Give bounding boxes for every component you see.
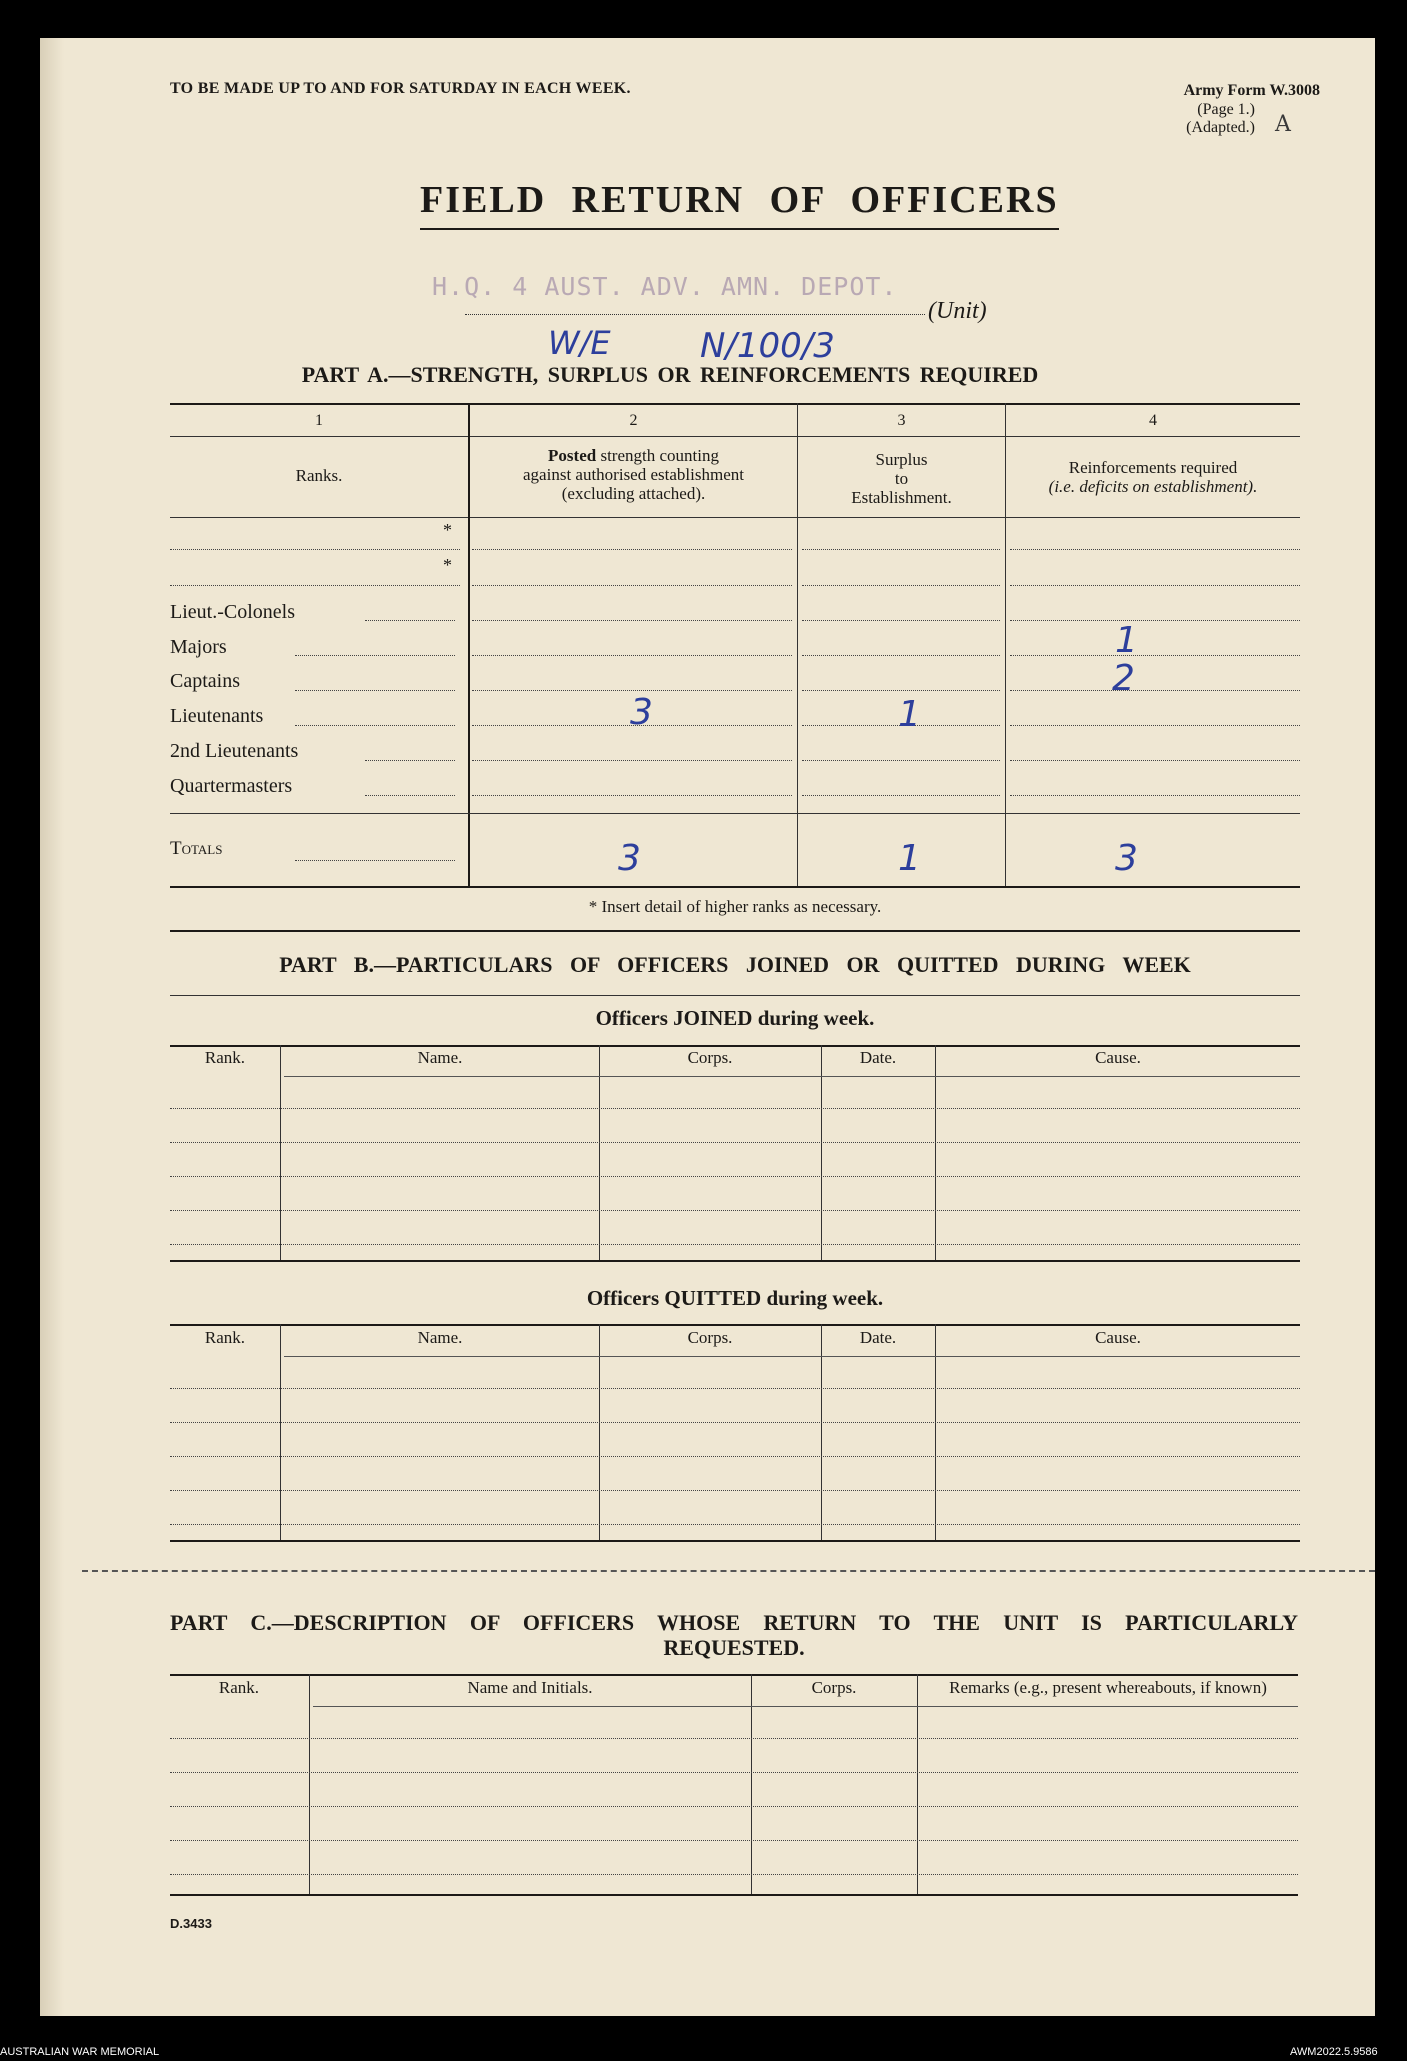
dotted-line: [472, 585, 792, 586]
rank-label: Majors: [170, 636, 227, 658]
surplus-text-3: Establishment.: [851, 488, 952, 507]
total-reinforcements: 3: [1115, 838, 1138, 879]
dotted-line: [1010, 795, 1300, 796]
header-bottom-rule: [170, 517, 468, 518]
dotted-line: [170, 1176, 1300, 1177]
part-c-col-divider: [309, 1674, 310, 1894]
dotted-line: [170, 1840, 1298, 1841]
reinf-text-1: Reinforcements required: [1068, 458, 1238, 477]
posted-text-2: against authorised establishment: [523, 465, 744, 484]
part-a-top-rule: [170, 403, 1300, 405]
col-number: 3: [897, 412, 906, 429]
dotted-line: [1010, 585, 1300, 586]
dotted-line: [1010, 690, 1300, 691]
unit-label: (Unit): [928, 298, 987, 324]
star-marker: *: [443, 520, 452, 540]
rank-label: 2nd Lieutenants: [170, 740, 299, 762]
dotted-line: [170, 1244, 1300, 1245]
quitted-col-rank: Rank.: [204, 1328, 246, 1347]
form-page-info: [1120, 101, 1255, 137]
rank-label: Lieutenants: [170, 705, 264, 727]
quitted-col-cause: Cause.: [1095, 1328, 1141, 1347]
posted-text-3: (excluding attached).: [561, 484, 706, 503]
dot-leader: [365, 760, 455, 761]
quitted-header-rule: [284, 1356, 1300, 1357]
archive-reference: AWM2022.5.9586: [1290, 2046, 1378, 2058]
dotted-line: [170, 1806, 1298, 1807]
quitted-col-name: Name.: [417, 1328, 463, 1347]
dotted-line: [170, 1490, 1300, 1491]
unit-field-line: [465, 314, 925, 315]
joined-col-rank: Rank.: [204, 1048, 246, 1067]
part-b-heading: PART B.—PARTICULARS OF OFFICERS JOINED OR QUITTED DURING WEEK: [279, 952, 1191, 977]
quitted-table-top: [170, 1324, 1300, 1326]
joined-col-cause: Cause.: [1095, 1048, 1141, 1067]
part-c-table-top: [170, 1674, 1298, 1676]
posted-text-1: strength counting: [600, 446, 719, 465]
dotted-line: [472, 760, 792, 761]
dotted-line: [1010, 655, 1300, 656]
col-number: 2: [629, 412, 638, 429]
dotted-line: [802, 690, 1000, 691]
lieutenants-surplus: 1: [898, 694, 921, 735]
part-c-col-remarks: Remarks (e.g., present whereabouts, if known): [949, 1678, 1267, 1697]
quitted-title: Officers QUITTED during week.: [586, 1286, 884, 1310]
document-code: D.3433: [170, 1916, 212, 1931]
col-header-posted: [470, 446, 797, 503]
dotted-line: [170, 1772, 1298, 1773]
dot-leader: [295, 860, 455, 861]
lieutenants-posted: 3: [630, 692, 653, 733]
total-surplus: 1: [898, 838, 921, 879]
dot-leader: [365, 795, 455, 796]
dot-leader: [365, 620, 455, 621]
surplus-text-1: Surplus: [875, 450, 928, 469]
totals-label: Totals: [170, 838, 223, 859]
part-a-number-rule: [170, 436, 1300, 437]
part-c-col-rank: Rank.: [218, 1678, 260, 1697]
dotted-line: [170, 1524, 1300, 1525]
dotted-line: [802, 620, 1000, 621]
part-c-table-bottom: [170, 1894, 1298, 1896]
part-a-bottom-rule: [170, 886, 1300, 888]
majors-reinforcements: 1: [1115, 620, 1138, 661]
form-page: (Page 1.): [1197, 101, 1255, 118]
header-note: TO BE MADE UP TO AND FOR SATURDAY IN EACH WEEK.: [170, 80, 631, 97]
dotted-line: [472, 655, 792, 656]
col-number: 1: [315, 412, 323, 429]
dotted-line: [1010, 725, 1300, 726]
rank-label: Lieut.-Colonels: [170, 601, 295, 623]
joined-table-bottom: [170, 1260, 1300, 1262]
captains-reinforcements: 2: [1112, 658, 1135, 699]
handwritten-week-ending: W/E: [548, 324, 611, 362]
dot-leader: [295, 655, 455, 656]
dotted-line: [170, 1108, 1300, 1109]
paper-edge: [40, 38, 64, 2016]
dotted-line: [472, 620, 792, 621]
star-marker: *: [443, 555, 452, 575]
part-b-top-rule: [170, 930, 1300, 932]
dot-leader: [295, 725, 455, 726]
form-number: Army Form W.3008: [1183, 82, 1320, 99]
joined-col-name: Name.: [417, 1048, 463, 1067]
quitted-col-divider: [280, 1324, 281, 1540]
dotted-line: [170, 1456, 1300, 1457]
joined-col-corps: Corps.: [687, 1048, 733, 1067]
dotted-line: [170, 1142, 1300, 1143]
dotted-line: [802, 655, 1000, 656]
col-header-ranks: Ranks.: [295, 466, 343, 485]
quitted-table-bottom: [170, 1540, 1300, 1542]
dotted-line: [1010, 760, 1300, 761]
dotted-line: [802, 760, 1000, 761]
col-header-surplus: [798, 450, 1005, 507]
reinf-text-2: (i.e. deficits on establishment).: [1048, 477, 1258, 496]
part-c-col-name: Name and Initials.: [467, 1678, 593, 1697]
joined-col-divider: [280, 1045, 281, 1260]
dotted-line: [170, 1874, 1298, 1875]
col-header-reinforcements: [1006, 458, 1300, 496]
joined-col-divider: [821, 1045, 822, 1260]
dotted-line: [472, 795, 792, 796]
joined-header-rule: [284, 1076, 1300, 1077]
dotted-line: [802, 795, 1000, 796]
dotted-line: [170, 1388, 1300, 1389]
dot-leader: [295, 690, 455, 691]
dotted-line: [170, 1422, 1300, 1423]
dotted-line: [472, 690, 792, 691]
dotted-line: [170, 549, 460, 550]
total-posted: 3: [618, 838, 641, 879]
part-a-footnote: * Insert detail of higher ranks as necessary.: [588, 897, 882, 916]
dotted-line: [170, 585, 460, 586]
joined-col-divider: [599, 1045, 600, 1260]
rank-label: Quartermasters: [170, 775, 293, 797]
dotted-line: [472, 549, 792, 550]
quitted-col-corps: Corps.: [687, 1328, 733, 1347]
part-c-header-rule: [313, 1706, 1298, 1707]
form-mark: A: [1275, 112, 1291, 137]
part-c-col-divider: [751, 1674, 752, 1894]
header-bottom-rule: [470, 517, 1300, 518]
dotted-line: [802, 549, 1000, 550]
dotted-line: [170, 1210, 1300, 1211]
part-a-heading: PART A.—STRENGTH, SURPLUS OR REINFORCEMENTS REQUIRED: [301, 362, 1039, 387]
dotted-line: [802, 585, 1000, 586]
rank-label: Captains: [170, 670, 240, 692]
joined-title: Officers JOINED during week.: [595, 1006, 875, 1030]
part-c-col-corps: Corps.: [811, 1678, 857, 1697]
col-number: 4: [1149, 412, 1157, 429]
part-c-col-divider: [917, 1674, 918, 1894]
form-adapted: (Adapted.): [1186, 119, 1255, 136]
unit-stamp: H.Q. 4 AUST. ADV. AMN. DEPOT.: [432, 272, 898, 301]
totals-top-rule: [170, 813, 1300, 814]
dotted-line: [1010, 620, 1300, 621]
handwritten-reference: N/100/3: [700, 326, 835, 366]
dotted-line: [170, 1738, 1298, 1739]
page-title: FIELD RETURN OF OFFICERS: [420, 178, 1059, 230]
posted-bold: Posted: [548, 446, 597, 465]
joined-table-top: [170, 1045, 1300, 1047]
surplus-text-2: to: [894, 469, 909, 488]
part-c-heading: PART C.—DESCRIPTION OF OFFICERS WHOSE RETURN TO THE UNIT IS PARTICULARLY REQUESTED.: [170, 1610, 1298, 1660]
archive-caption: AUSTRALIAN WAR MEMORIAL: [0, 2046, 160, 2058]
tear-line: [82, 1570, 1375, 1572]
part-b-sub-rule: [170, 995, 1300, 996]
quitted-col-date: Date.: [859, 1328, 897, 1347]
dotted-line: [1010, 549, 1300, 550]
joined-col-date: Date.: [859, 1048, 897, 1067]
joined-col-divider: [935, 1045, 936, 1260]
